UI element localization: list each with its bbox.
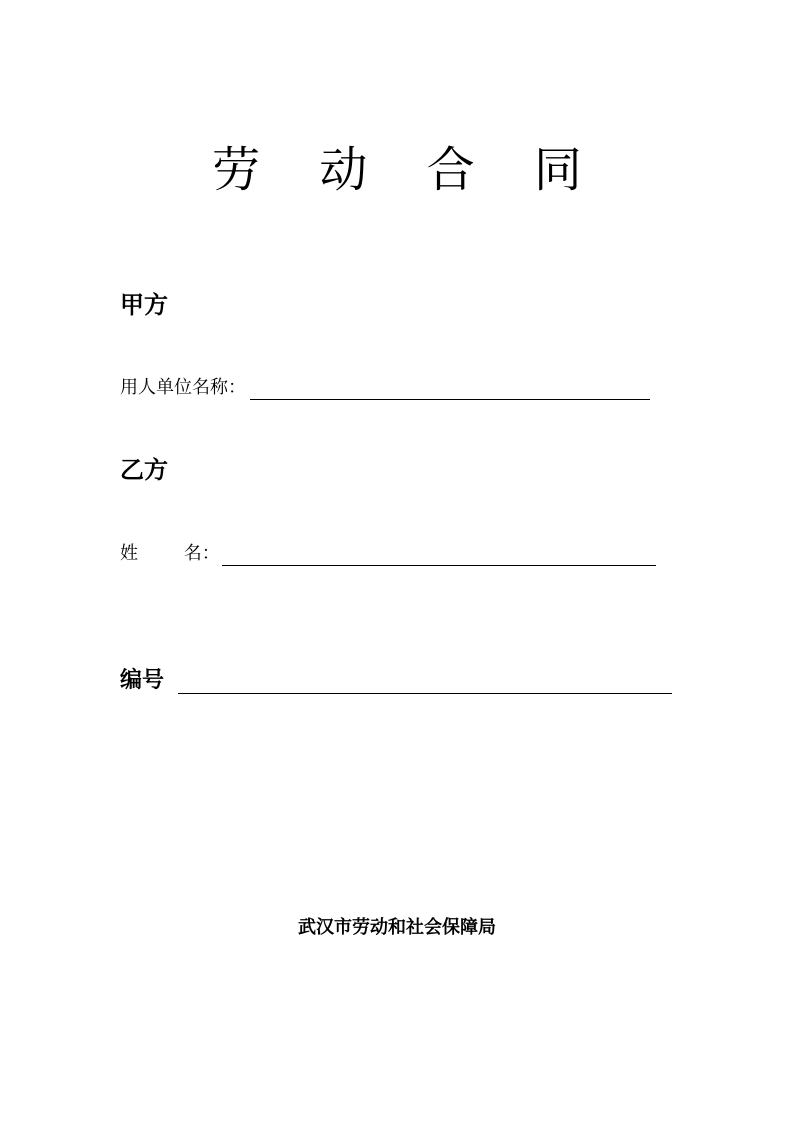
employer-name-row xyxy=(120,376,650,400)
document-title: 劳 动 合 同 xyxy=(212,142,604,198)
employee-name-row xyxy=(120,542,656,566)
contract-number-field[interactable] xyxy=(178,667,672,694)
employer-name-label: 用人单位名称： xyxy=(120,377,246,398)
contract-number-row xyxy=(120,666,672,694)
party-b-heading: 乙方 xyxy=(120,455,168,484)
party-a-heading: 甲方 xyxy=(120,290,168,319)
employee-name-field[interactable] xyxy=(222,543,656,566)
employee-name-label: 姓 名： xyxy=(120,543,220,564)
issuing-authority: 武汉市劳动和社会保障局 xyxy=(298,917,496,938)
contract-number-label: 编号 xyxy=(120,667,165,693)
employer-name-field[interactable] xyxy=(250,377,650,400)
